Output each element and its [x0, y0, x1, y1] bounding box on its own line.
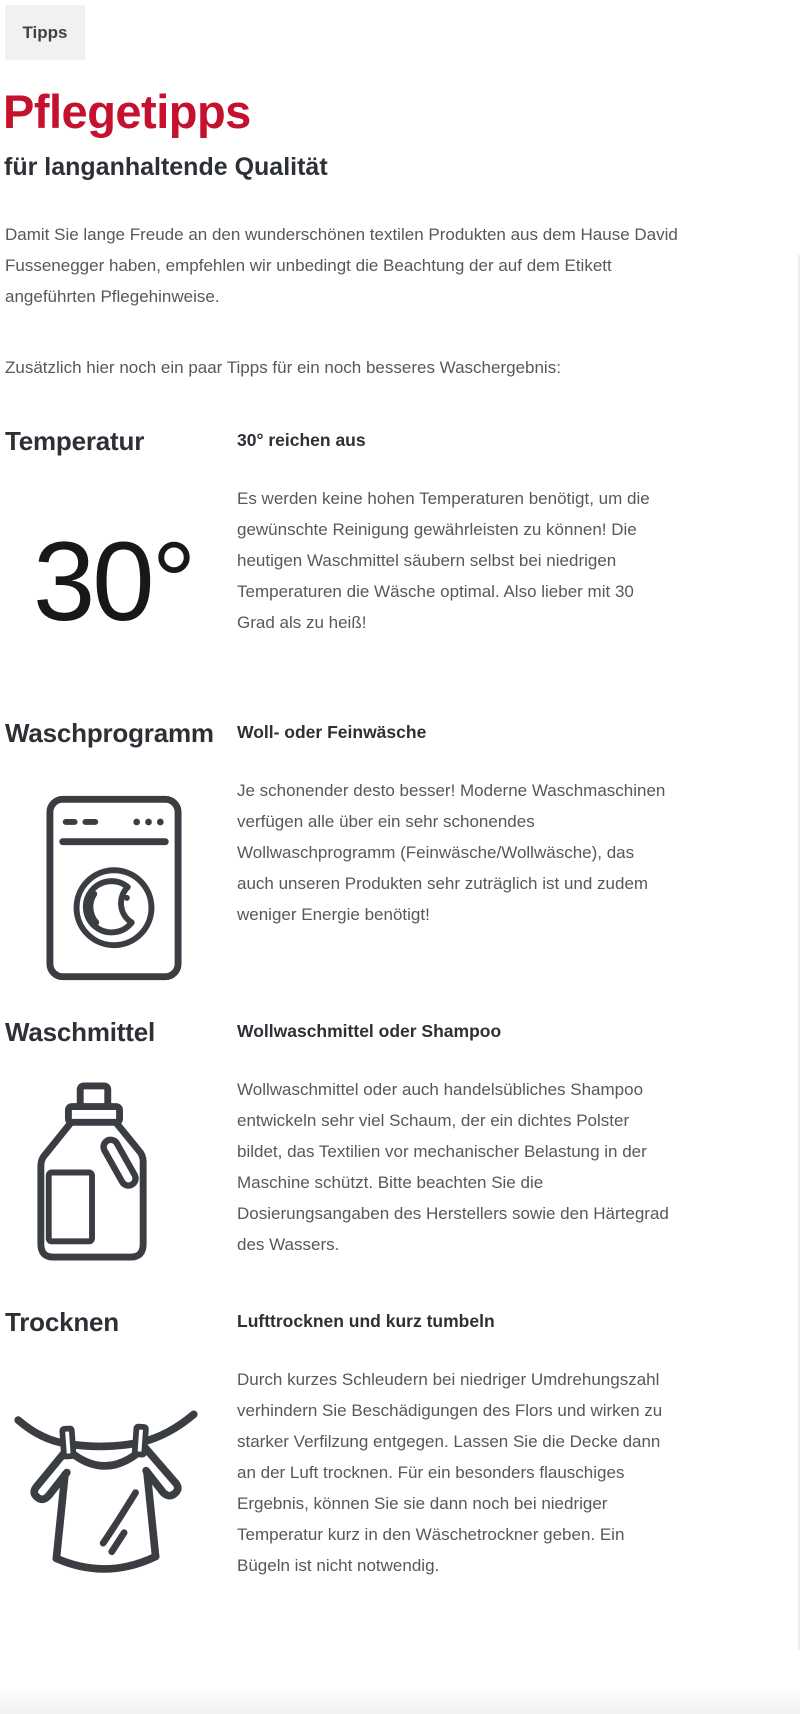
section-heading-temperatur: 30° reichen aus: [237, 430, 366, 450]
temperature-30-degrees-icon: 30°: [33, 519, 194, 644]
page-subtitle: für langanhaltende Qualität: [4, 153, 328, 181]
page-bottom-strip: [0, 1688, 800, 1714]
section-heading-trocknen: Lufttrocknen und kurz tumbeln: [237, 1311, 495, 1331]
section-heading-waschprogramm: Woll- oder Feinwäsche: [237, 722, 427, 742]
page-title: Pflegetipps: [3, 85, 251, 138]
section-body-trocknen: Durch kurzes Schleudern bei niedriger Umdrehungszahl verhindern Sie Beschädigungen des Flors und wirken zu starker Verfilzung entgegen. Lassen Sie die Decke dann an der Luft trocknen. Für ein besonders flauschiges Ergebnis, können Sie sie dann noch bei niedriger Temperatur kurz in den Wäschetrockner geben. Ein Bügeln ist nicht notwendig.: [237, 1370, 663, 1575]
section-body-waschmittel: Wollwaschmittel oder auch handelsübliches Shampoo entwickeln sehr viel Schaum, der ein dichtes Polster bildet, das Textilien vor mechanischer Belastung in der Maschine schützt. Bitte beachten Sie die Dosierungsangaben des Herstellers sowie den Härtegrad des Wassers.: [237, 1080, 669, 1254]
section-temperatur: [5, 424, 800, 644]
detergent-bottle-icon: [33, 1077, 153, 1269]
intro-paragraph: Damit Sie lange Freude an den wunderschönen textilen Produkten aus dem Hause David Fussenegger haben, empfehlen wir unbedingt die Beachtung der auf dem Etikett angeführten Pflegehinweise.: [5, 225, 678, 306]
section-label-waschmittel: Waschmittel: [5, 1017, 155, 1047]
clothesline-shirt-icon: [10, 1380, 202, 1588]
section-heading-waschmittel: Wollwaschmittel oder Shampoo: [237, 1021, 502, 1041]
section-label-waschprogramm: Waschprogramm: [5, 718, 214, 748]
section-body-waschprogramm: Je schonender desto besser! Moderne Waschmaschinen verfügen alle über ein sehr schonendes Wollwaschprogramm (Feinwäsche/Wollwäsche), das auch unseren Produkten sehr zuträglich ist und zudem weniger Energie benötigt!: [237, 781, 666, 924]
tab-tipps-label: Tipps: [22, 22, 68, 42]
section-label-temperatur: Temperatur: [5, 426, 145, 456]
washing-machine-icon: [45, 794, 183, 982]
section-trocknen: [5, 1305, 800, 1593]
section-waschprogramm: [5, 716, 800, 987]
section-label-trocknen: Trocknen: [5, 1307, 119, 1337]
section-body-temperatur: Es werden keine hohen Temperaturen benötigt, um die gewünschte Reinigung gewährleisten zu können! Die heutigen Waschmittel säubern selbst bei niedrigen Temperaturen die Wäsche optimal. Also lieber mit 30 Grad als zu heiß!: [237, 489, 650, 632]
intro-tips-line: Zusätzlich hier noch ein paar Tipps für ein noch besseres Waschergebnis:: [5, 358, 561, 377]
section-waschmittel: [5, 1015, 800, 1274]
tab-tipps[interactable]: [5, 5, 85, 60]
